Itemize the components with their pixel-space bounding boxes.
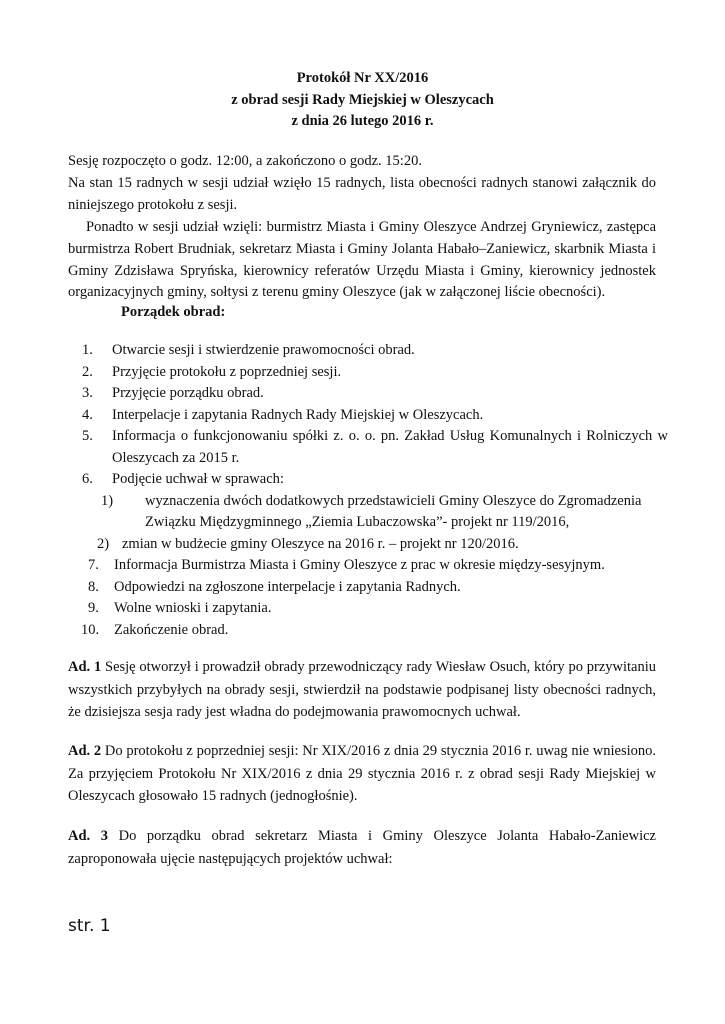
- agenda-item: 7. Informacja Burmistrza Miasta i Gminy Oleszyce z prac w okresie między-sesyjnym.: [88, 557, 605, 573]
- agenda-item: 4. Interpelacje i zapytania Radnych Rady Miejskiej w Oleszycach.: [82, 406, 484, 423]
- agenda-title: Porządek obrad:: [121, 304, 226, 320]
- section-ad-2: [68, 740, 656, 808]
- section-ad-3: [68, 825, 656, 870]
- agenda-subitem: 1) wyznaczenia dwóch dodatkowych przedstawicieli Gminy Oleszyce do Zgromadzenia Związku Międzygminnego „Ziemia Lubaczowska”- projekt nr 119/2016,: [101, 492, 642, 530]
- section-text: Do protokołu z poprzedniej sesji: Nr XIX/2016 z dnia 29 stycznia 2016 r. uwag nie wniesiono. Za przyjęciem Protokołu Nr XIX/2016 z dnia 29 stycznia 2016 r. z obrad sesji Rady Miejskiej w Oleszycach głosowało 15 radnych (jednogłośnie).: [68, 743, 657, 804]
- agenda-item: 10. Zakończenie obrad.: [81, 621, 229, 638]
- section-label: Ad. 3: [68, 828, 109, 844]
- guests-paragraph: Ponadto w sesji udział wzięli: burmistrz Miasta i Gminy Oleszyce Andrzej Gryniewicz, zastępca burmistrza Robert Brudniak, sekretarz Miasta i Gminy Jolanta Habało–Zaniewicz, skarbnik Miasta i Gminy Zdzisława Spryńska, kierownicy referatów Urzędu Miasta i Gminy, kierownicy jednostek organizacyjnych gminy, sołtysi z terenu gminy Oleszyce (jak w załączonej liście obecności).: [68, 219, 656, 301]
- protocol-date: z dnia 26 lutego 2016 r.: [291, 113, 434, 129]
- agenda-item: 2. Przyjęcie protokołu z poprzedniej sesji.: [82, 363, 342, 380]
- section-text: Do porządku obrad sekretarz Miasta i Gminy Oleszyce Jolanta Habało-Zaniewicz zaproponowała ujęcie następujących projektów uchwał:: [68, 828, 656, 867]
- session-times: Sesję rozpoczęto o godz. 12:00, a zakończono o godz. 15:20.: [68, 153, 422, 169]
- agenda-item: 6. Podjęcie uchwał w sprawach:: [82, 471, 284, 487]
- agenda-item: 3. Przyjęcie porządku obrad.: [82, 385, 264, 401]
- page-number: str. 1: [68, 916, 111, 936]
- section-ad-1: [68, 656, 656, 724]
- agenda-item: 1. Otwarcie sesji i stwierdzenie prawomocności obrad.: [82, 342, 415, 358]
- section-label: Ad. 1: [68, 659, 102, 675]
- agenda-item: 9. Wolne wnioski i zapytania.: [88, 600, 272, 616]
- agenda-item: 8. Odpowiedzi na zgłoszone interpelacje i zapytania Radnych.: [88, 578, 461, 595]
- agenda-item: 5. Informacja o funkcjonowaniu spółki z. o. o. pn. Zakład Usług Komunalnych i Rolniczych w Oleszycach za 2015 r.: [82, 428, 668, 466]
- attendance-paragraph: Na stan 15 radnych w sesji udział wzięło 15 radnych, lista obecności radnych stanowi załącznik do niniejszego protokołu z sesji.: [68, 175, 656, 213]
- protocol-subtitle: z obrad sesji Rady Miejskiej w Oleszycach: [231, 92, 494, 108]
- agenda-subitem: 2) zmian w budżecie gminy Oleszyce na 2016 r. – projekt nr 120/2016.: [97, 535, 519, 552]
- protocol-title: Protokół Nr XX/2016: [296, 70, 429, 86]
- section-label: Ad. 2: [68, 743, 102, 759]
- agenda-list: [68, 340, 668, 641]
- section-text: Sesję otworzył i prowadził obrady przewodniczący rady Wiesław Osuch, który po przywitaniu wszystkich przybyłych na obrady sesji, stwierdził na podstawie podpisanej listy obecności radnych, że dzisiejsza sesja rady jest władna do podejmowania prawomocnych uchwał.: [68, 659, 656, 720]
